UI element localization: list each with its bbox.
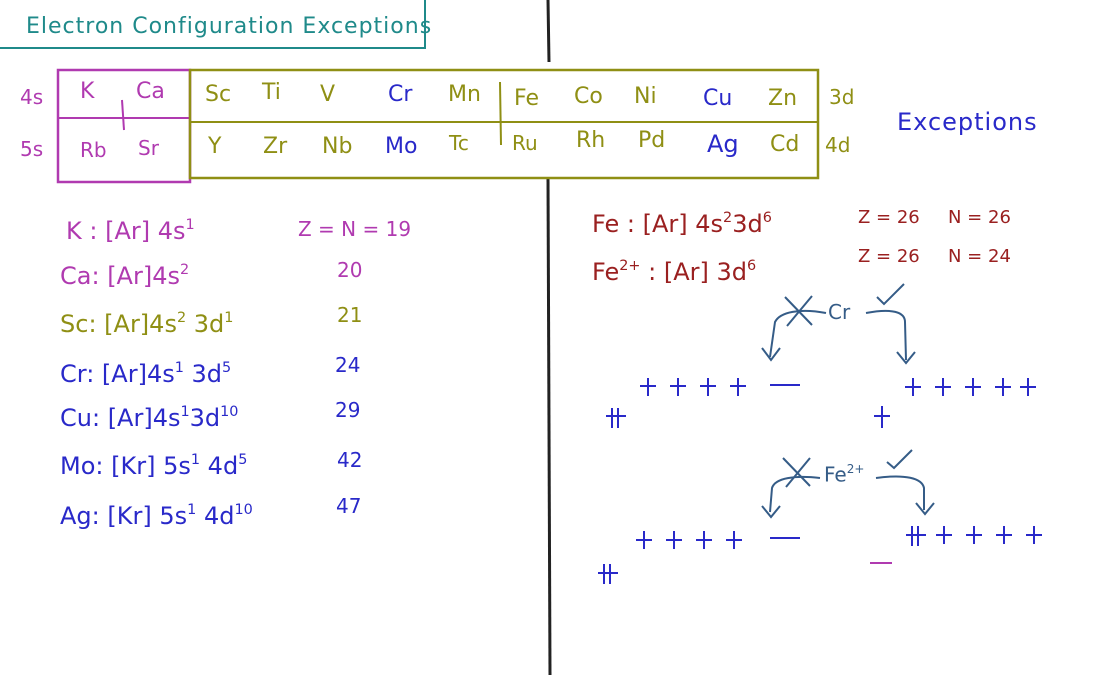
fe-left-cross bbox=[783, 458, 810, 487]
config-cu-electrons-1: 1 bbox=[180, 404, 190, 420]
config-ag-orbital-2: 4d bbox=[203, 502, 235, 531]
config-fe-ion-electrons: 6 bbox=[747, 258, 757, 274]
config-cr-electrons-1: 1 bbox=[174, 360, 184, 376]
config-sc-electrons-2: 1 bbox=[224, 310, 234, 326]
row-label-3d: 3d bbox=[829, 85, 855, 109]
config-cu-core: [Ar] bbox=[107, 404, 153, 433]
element-y: Y bbox=[208, 134, 222, 159]
element-nb: Nb bbox=[322, 134, 353, 159]
config-mo-orbital-1: 5s bbox=[163, 452, 191, 481]
config-mo-core: [Kr] bbox=[111, 452, 156, 481]
config-cu-atomic-number: 29 bbox=[335, 398, 361, 422]
config-fe-core: [Ar] bbox=[642, 210, 688, 239]
config-ag-core: [Kr] bbox=[107, 502, 152, 531]
fe-left-orbitals bbox=[598, 531, 800, 584]
config-ca-orbital: 4s bbox=[152, 262, 180, 291]
config-ca-electrons: 2 bbox=[179, 262, 190, 278]
config-k-electrons: 1 bbox=[185, 217, 195, 233]
config-ca-atomic-number: 20 bbox=[337, 258, 363, 282]
config-ag-electrons-2: 10 bbox=[234, 502, 253, 518]
config-cr-atomic-number: 24 bbox=[335, 353, 361, 377]
element-zr: Zr bbox=[263, 134, 288, 159]
element-k: K bbox=[80, 79, 95, 104]
d-block-mid-divider bbox=[500, 82, 501, 145]
config-fe-electrons-2: 6 bbox=[762, 210, 772, 226]
cr-right-arrow bbox=[866, 311, 906, 360]
config-ag-atomic-number: 47 bbox=[336, 494, 362, 518]
config-sc-core: [Ar] bbox=[104, 310, 150, 339]
element-rb: Rb bbox=[80, 138, 107, 162]
page-title: Electron Configuration Exceptions bbox=[26, 14, 433, 39]
element-tc: Tc bbox=[449, 131, 469, 155]
element-cr: Cr bbox=[388, 82, 413, 107]
config-ag-electrons-1: 1 bbox=[187, 502, 197, 518]
config-fe-ion: $Fe^{2+}$ : [Ar] $3d^6$ bbox=[592, 258, 757, 287]
config-cr-element: Cr bbox=[60, 360, 87, 389]
element-sc: Sc bbox=[205, 82, 232, 107]
fe-electron-count: N = 26 bbox=[948, 207, 1011, 228]
cr-left-orbitals bbox=[606, 378, 800, 428]
config-cr-electrons-2: 5 bbox=[222, 360, 232, 376]
config-fe-ion-element: Fe bbox=[592, 258, 620, 287]
fe-left-arrow bbox=[770, 477, 820, 512]
config-mo-element: Mo bbox=[60, 452, 96, 481]
config-mo: Mo: [Kr] $5s^1$ $4d^5$ bbox=[60, 452, 248, 481]
row-label-5s: 5s bbox=[20, 137, 44, 161]
config-sc-electrons-1: 2 bbox=[176, 310, 187, 326]
element-cd: Cd bbox=[770, 132, 800, 157]
config-k-core: [Ar] bbox=[105, 217, 151, 246]
element-ca: Ca bbox=[136, 79, 165, 104]
config-mo-atomic-number: 42 bbox=[337, 448, 363, 472]
config-sc-atomic-number: 21 bbox=[337, 303, 363, 327]
config-fe: Fe : [Ar] $4s^23d^6$ bbox=[592, 210, 772, 239]
fe-diagram-charge: 2+ bbox=[846, 462, 865, 476]
config-fe-element: Fe bbox=[592, 210, 620, 239]
config-fe-orbital-2: 3d bbox=[732, 210, 763, 239]
config-ag: Ag: [Kr] $5s^1$ $4d^{10}$ bbox=[60, 502, 253, 531]
config-cu-element: Cu bbox=[60, 404, 92, 433]
fe-diagram-element: Fe bbox=[824, 462, 847, 487]
config-cr-orbital-1: 4s bbox=[146, 360, 175, 389]
element-pd: Pd bbox=[638, 128, 666, 153]
row-label-4d: 4d bbox=[825, 133, 851, 157]
fe-ion-atomic-number: Z = 26 bbox=[858, 246, 920, 267]
config-k-atomic-number: Z = N = 19 bbox=[298, 217, 412, 241]
fe-ion-electron-count: N = 24 bbox=[948, 246, 1011, 267]
config-mo-orbital-2: 4d bbox=[207, 452, 239, 481]
element-rh: Rh bbox=[576, 128, 606, 153]
config-mo-electrons-1: 1 bbox=[190, 452, 201, 468]
config-sc-orbital-1: 4s bbox=[149, 310, 177, 339]
fe-atomic-number: Z = 26 bbox=[858, 207, 920, 228]
config-k-element: K bbox=[66, 217, 82, 246]
element-zn: Zn bbox=[768, 86, 798, 111]
config-cr-core: [Ar] bbox=[101, 360, 147, 389]
config-mo-electrons-2: 5 bbox=[238, 452, 248, 468]
center-divider-top bbox=[548, 0, 549, 62]
cr-diagram-label: Cr bbox=[828, 300, 851, 324]
config-cu-orbital-1: 4s bbox=[152, 404, 181, 433]
element-ru: Ru bbox=[512, 131, 538, 155]
config-sc-orbital-2: 3d bbox=[193, 310, 225, 339]
element-ti: Ti bbox=[262, 80, 281, 105]
config-sc: Sc: $[Ar]4s^2$ $3d^1$ bbox=[60, 310, 234, 339]
config-fe-orbital-1: 4s bbox=[695, 210, 724, 239]
config-ca-element: Ca bbox=[60, 262, 92, 291]
config-ag-orbital-1: 5s bbox=[159, 502, 188, 531]
config-sc-element: Sc bbox=[60, 310, 89, 339]
config-cu-orbital-2: 3d bbox=[189, 404, 221, 433]
config-fe-electrons-1: 2 bbox=[723, 210, 733, 226]
cr-check bbox=[877, 284, 904, 304]
element-fe: Fe bbox=[514, 86, 539, 111]
element-mn: Mn bbox=[448, 82, 481, 107]
config-cu: Cu: $[Ar]4s^13d^{10}$ bbox=[60, 404, 239, 433]
element-ni: Ni bbox=[634, 84, 657, 109]
exceptions-label: Exceptions bbox=[897, 108, 1038, 136]
s-block-col-divider bbox=[122, 100, 124, 130]
element-sr: Sr bbox=[138, 136, 159, 160]
config-fe-ion-orbital: 3d bbox=[716, 258, 747, 287]
config-k: K : [Ar] $4s^1$ bbox=[66, 217, 195, 246]
config-fe-ion-charge: 2+ bbox=[619, 258, 641, 274]
config-cu-electrons-2: 10 bbox=[220, 404, 239, 420]
config-cr: Cr: $[Ar]4s^1$ $3d^5$ bbox=[60, 360, 232, 389]
cr-right-orbitals bbox=[874, 378, 1036, 428]
element-v: V bbox=[320, 82, 336, 107]
config-ca-core: [Ar] bbox=[107, 262, 153, 291]
config-fe-ion-core: [Ar] bbox=[663, 258, 709, 287]
fe-right-orbitals bbox=[906, 526, 1042, 546]
center-divider-bottom bbox=[548, 178, 550, 675]
element-cu: Cu bbox=[703, 86, 733, 111]
element-co: Co bbox=[574, 84, 603, 109]
element-ag: Ag bbox=[707, 130, 739, 158]
config-ag-element: Ag bbox=[60, 502, 92, 531]
fe-diagram-label bbox=[824, 462, 864, 486]
config-k-orbital: 4s bbox=[157, 217, 186, 246]
config-cr-orbital-2: 3d bbox=[191, 360, 223, 389]
config-ca: Ca: $[Ar]4s^2$ bbox=[60, 262, 190, 291]
element-mo: Mo bbox=[385, 134, 418, 159]
row-label-4s: 4s bbox=[20, 85, 44, 109]
fe-check bbox=[887, 450, 912, 468]
